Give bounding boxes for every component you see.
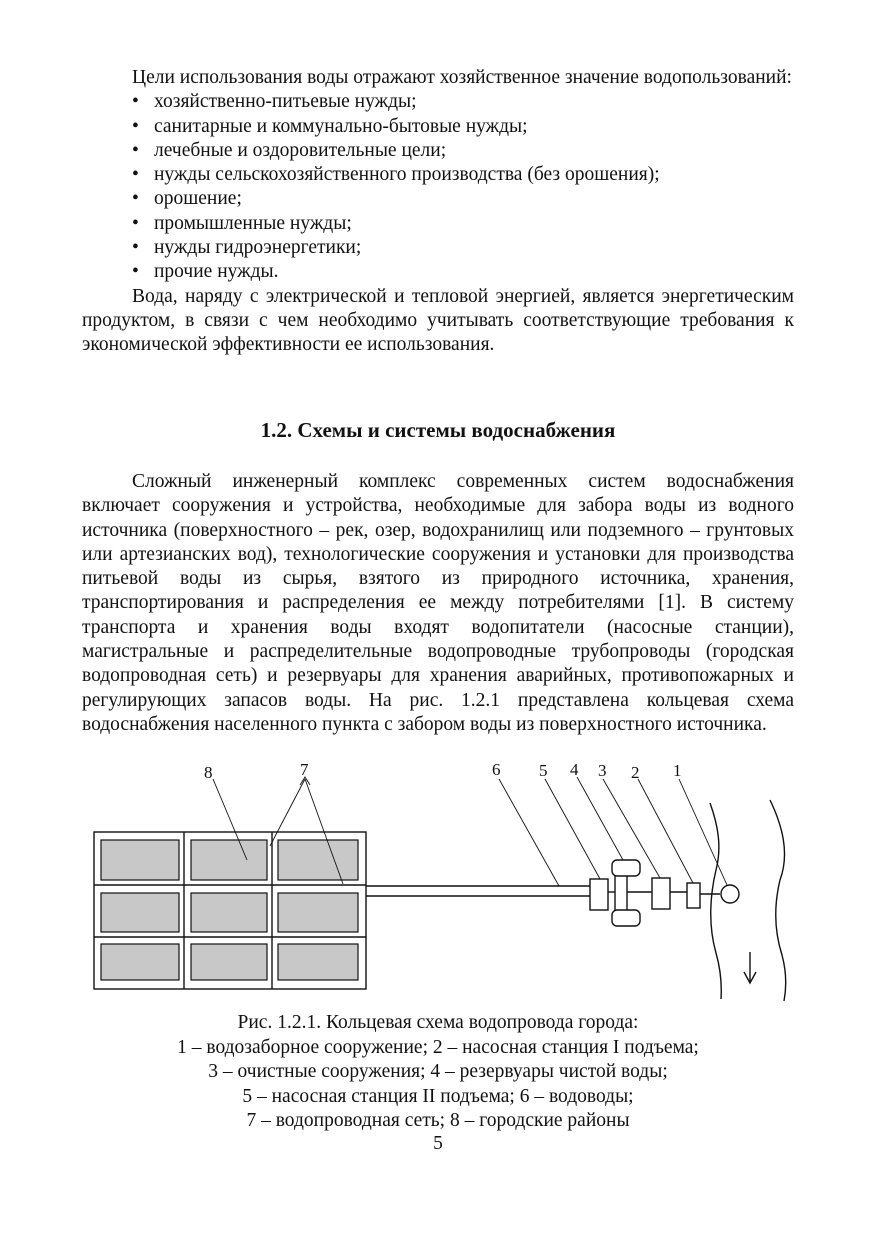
closing-paragraph: Вода, наряду с электрической и тепловой энергией, является энергетическим продуктом, в связи с чем необходимо учитывать соответствующие требования к экономической эффективности ее использования. — [82, 285, 794, 356]
list-item: • лечебные и оздоровительные цели; — [82, 139, 794, 163]
river-bank-right — [770, 800, 786, 1001]
section-paragraph: Сложный инженерный комплекс современных систем водоснабжения включает сооружения и устройства, необходимые для забора воды из водного источника (поверхностного – рек, озер, водохранилищ или подземного – грунтовых или артезианских вод), технологические сооружения и установки для производства питьевой воды из сырья, взятого из природного источника, хранения, транспортирования и распределения ее между потребителями [1]. В систему транспорта и хранения воды входят водопитатели (насосные станции), магистральные и распределительные водопроводные трубопроводы (городская водопроводная сеть) и резервуары для хранения аварийных, противопожарных и регулирующих запасов воды. На рис. 1.2.1 представлена кольцевая схема водоснабжения населенного пункта с забором воды из поверхностного источника. — [82, 471, 794, 735]
label-8: 8 — [204, 763, 213, 782]
section-body — [82, 470, 794, 737]
reservoir-bottom — [612, 910, 640, 926]
list-item: • хозяйственно-питьевые нужды; — [82, 90, 794, 114]
list-item: • прочие нужды. — [82, 260, 794, 284]
water-intake — [721, 885, 739, 903]
caption-line: 7 – водопроводная сеть; 8 – городские районы — [246, 1110, 630, 1131]
city-district — [101, 944, 179, 980]
list-item: • санитарные и коммунально-бытовые нужды; — [82, 115, 794, 139]
label-6: 6 — [492, 760, 501, 779]
pumping-station-1 — [687, 883, 700, 908]
list-item: • орошение; — [82, 187, 794, 211]
city-district — [101, 840, 179, 880]
city-district — [191, 840, 267, 880]
reservoir-top — [612, 860, 640, 876]
list-item: • нужды гидроэнергетики; — [82, 236, 794, 260]
label-2: 2 — [631, 763, 640, 782]
diagram-svg — [82, 755, 802, 1005]
label-1: 1 — [673, 761, 682, 780]
figure-caption — [82, 1011, 794, 1134]
caption-title: Рис. 1.2.1. Кольцевая схема водопровода города: — [237, 1012, 639, 1033]
list-item: • промышленные нужды; — [82, 212, 794, 236]
page-number: 5 — [433, 1133, 443, 1154]
city-district — [101, 893, 179, 932]
label-7: 7 — [300, 760, 309, 779]
city-district — [278, 840, 358, 880]
label-3: 3 — [598, 761, 607, 780]
section-heading: 1.2. Схемы и системы водоснабжения — [260, 418, 616, 442]
city-district — [191, 944, 267, 980]
usage-purposes-list — [82, 90, 794, 284]
caption-line: 3 – очистные сооружения; 4 – резервуары чистой воды; — [208, 1061, 668, 1082]
caption-line: 5 – насосная станция II подъема; 6 – водоводы; — [242, 1085, 634, 1107]
city-district — [278, 944, 358, 980]
water-supply-diagram — [82, 755, 802, 1005]
intro-paragraph: Цели использования воды отражают хозяйственное значение водопользований: — [132, 67, 792, 88]
city-district — [278, 893, 358, 932]
treatment-facility — [652, 878, 670, 909]
city-district — [191, 893, 267, 932]
list-item: • нужды сельскохозяйственного производства (без орошения); — [82, 163, 794, 187]
label-5: 5 — [539, 761, 548, 780]
pumping-station-2 — [590, 879, 608, 910]
label-4: 4 — [570, 760, 579, 779]
caption-line: 1 – водозаборное сооружение; 2 – насосная станция I подъема; — [177, 1036, 699, 1058]
intro-block — [82, 66, 794, 358]
river-bank-left — [710, 803, 721, 999]
